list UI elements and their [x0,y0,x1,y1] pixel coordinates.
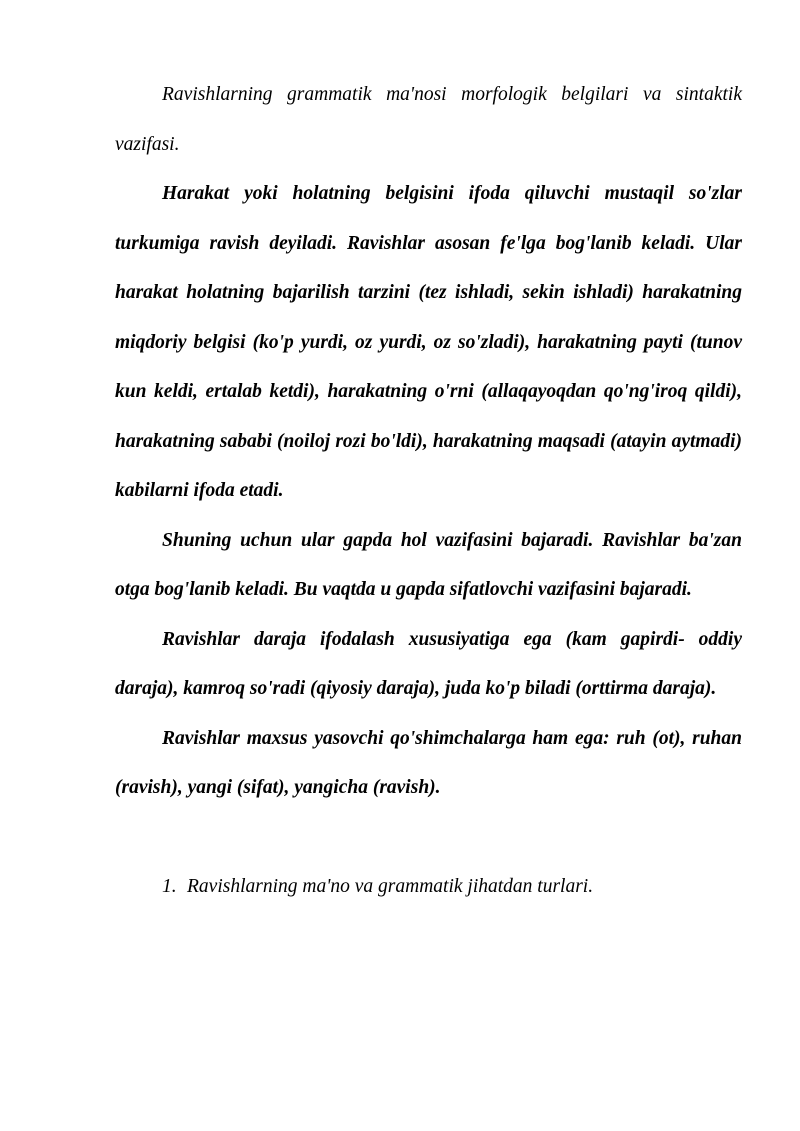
paragraph-syntactic-role: Shuning uchun ular gapda hol vazifasini bajaradi. Ravishlar ba'zan otga bog'lanib keladi. Bu vaqtda u gapda sifatlovchi vazifasini bajaradi. [115,529,742,600]
section-heading: Ravishlarning grammatik ma'nosi morfologik belgilari va sintaktik vazifasi. [115,84,742,155]
paragraph-suffixes: Ravishlar maxsus yasovchi qo'shimchalarga ham ega: ruh (ot), ruhan (ravish), yangi (sifat), yangicha (ravish). [115,727,742,798]
document-page [115,70,742,911]
paragraph-definition: Harakat yoki holatning belgisini ifoda qiluvchi mustaqil so'zlar turkumiga ravish deyiladi. Ravishlar asosan fe'lga bog'lanib keladi. Ular harakat holatning bajarilish tarzini (tez ishladi, sekin ishladi) harakatning miqdoriy belgisi (ko'p yurdi, oz yurdi, oz so'zladi), harakatning payti (tunov kun keldi, ertalab ketdi), harakatning o'rni (allaqayoqdan qo'ng'iroq qildi), harakatning sababi (noiloj rozi bo'ldi), harakatning maqsadi (atayin aytmadi) kabilarni ifoda etadi. [115,183,742,501]
list-item-text: Ravishlarning ma'no va grammatik jihatdan turlari. [187,875,594,897]
blank-line [115,813,742,862]
list-item [115,862,742,912]
paragraph-degree: Ravishlar daraja ifodalash xususiyatiga ega (kam gapirdi- oddiy daraja), kamroq so'radi (qiyosiy daraja), juda ko'p biladi (orttirma daraja). [115,628,742,699]
list-item-number: 1. [162,875,177,897]
